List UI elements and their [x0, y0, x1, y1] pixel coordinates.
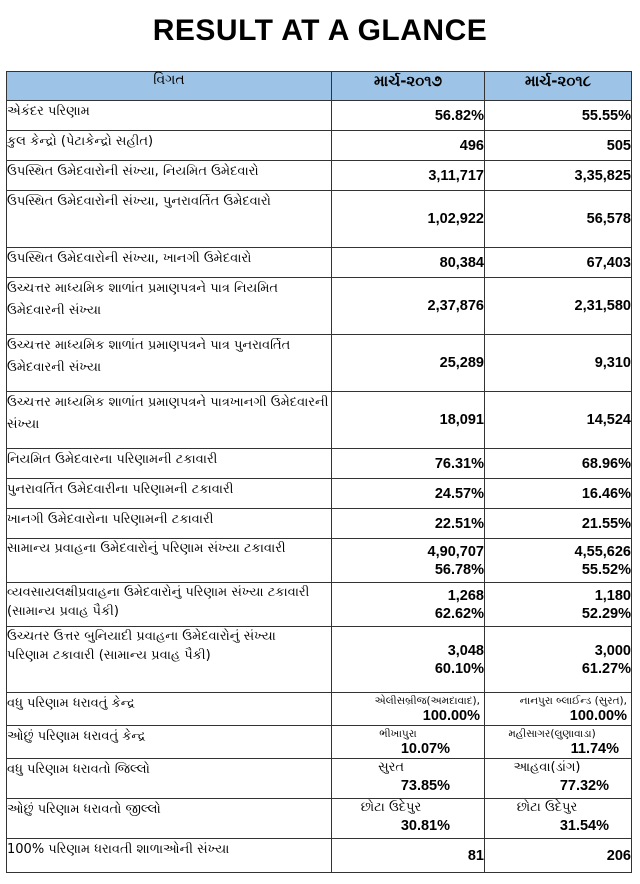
table-row [7, 479, 632, 509]
percent-2017: 100.00% [422, 708, 480, 724]
percent-2017: 60.10% [434, 660, 484, 677]
table-row [7, 539, 632, 583]
value-2017 [332, 693, 485, 726]
percent-2017: 62.62% [434, 605, 484, 622]
row-label: સામાન્ય પ્રવાહના ઉમેદવારોનું પરિણામ સંખ્યા ટકાવારી [7, 539, 332, 583]
value-2018: 505 [485, 131, 632, 161]
table-row [7, 278, 632, 335]
value-2017 [332, 539, 485, 583]
value-2017: 3,11,717 [332, 161, 485, 191]
centre-2018: નાનપુરા બ્લાઈન્ડ (સુરત), [519, 695, 627, 707]
value-2017: 1,02,922 [332, 191, 485, 248]
district-2017: છોટા ઉદેપુર [360, 800, 422, 815]
count-2017: 1,268 [447, 587, 484, 604]
percent-2017: 73.85% [400, 778, 450, 794]
value-2018: 67,403 [485, 248, 632, 278]
table-row [7, 509, 632, 539]
row-label: ઉપસ્થિત ઉમેદવારોની સંખ્યા, ખાનગી ઉમેદવારો [7, 248, 332, 278]
percent-2017: 56.78% [434, 561, 484, 578]
value-2017: 25,289 [332, 335, 485, 392]
value-2017: 496 [332, 131, 485, 161]
district-2017: સુરત [378, 760, 404, 775]
row-label: ઓછું પરિણામ ધરાવતું કેન્દ્ર [7, 726, 332, 759]
percent-2018: 61.27% [581, 660, 631, 677]
table-row [7, 693, 632, 726]
row-label: ખાનગી ઉમેદવારોના પરિણામની ટકાવારી [7, 509, 332, 539]
table-header-row [7, 72, 632, 101]
value-2018 [485, 726, 632, 759]
row-label-line-1: ઉચ્ચતર ઉત્તર બુનિયાદી પ્રવાહના ઉમેદવારોનું સંખ્યા [7, 629, 276, 644]
value-2017: 56.82% [332, 101, 485, 131]
value-2018: 3,35,825 [485, 161, 632, 191]
row-label: ઉપસ્થિત ઉમેદવારોની સંખ્યા, નિયમિત ઉમેદવારો [7, 161, 332, 191]
value-2018: 9,310 [485, 335, 632, 392]
percent-2018: 11.74% [570, 741, 619, 757]
value-2018: 21.55% [485, 509, 632, 539]
table-row [7, 726, 632, 759]
row-label-line-2: પરિણામ ટકાવારી (સામાન્ય પ્રવાહ પૈકી) [7, 648, 211, 663]
value-2018 [485, 583, 632, 627]
value-2018 [485, 693, 632, 726]
row-label: નિયમિત ઉમેદવારના પરિણામની ટકાવારી [7, 449, 332, 479]
percent-2018: 52.29% [581, 605, 631, 622]
row-label: એકંદર પરિણામ [7, 101, 332, 131]
value-2017: 18,091 [332, 392, 485, 449]
value-2017: 22.51% [332, 509, 485, 539]
table-row [7, 839, 632, 873]
percent-2018: 77.32% [559, 778, 609, 794]
percent-2017: 10.07% [400, 741, 450, 757]
row-label: ઓછું પરિણામ ધરાવતો જીલ્લો [7, 799, 332, 839]
value-2018: 14,524 [485, 392, 632, 449]
table-row [7, 627, 632, 693]
value-2017: 80,384 [332, 248, 485, 278]
row-label: 100% પરિણામ ધરાવતી શાળાઓની સંખ્યા [7, 839, 332, 873]
value-2018 [485, 627, 632, 693]
count-2018: 4,55,626 [574, 543, 631, 560]
page-title: RESULT AT A GLANCE [152, 14, 488, 47]
value-2017 [332, 759, 485, 799]
row-label: કુલ કેન્દ્રો (પેટાકેન્દ્રો સહીત) [7, 131, 332, 161]
table-row [7, 449, 632, 479]
row-label: વધુ પરિણામ ધરાવતો જિલ્લો [7, 759, 332, 799]
table-row [7, 191, 632, 248]
table-row [7, 799, 632, 839]
table-row [7, 131, 632, 161]
centre-2017: ભીખાપુરા [379, 728, 417, 740]
row-label: વધુ પરિણામ ધરાવતું કેન્દ્ર [7, 693, 332, 726]
percent-2018: 55.52% [581, 561, 631, 578]
header-details: વિગત [7, 72, 332, 101]
table-row [7, 161, 632, 191]
value-2018 [485, 539, 632, 583]
value-2018 [485, 759, 632, 799]
value-2017 [332, 583, 485, 627]
value-2017 [332, 627, 485, 693]
row-label: વ્યવસાયલક્ષીપ્રવાહના ઉમેદવારોનું પરિણામ સંખ્યા ટકાવારી (સામાન્ય પ્રવાહ પૈકી) [7, 583, 332, 627]
centre-2018: મહીસાગર(લુણાવાડા) [508, 728, 596, 740]
count-2017: 3,048 [447, 642, 484, 659]
row-label: ઉચ્ચત્તર માધ્યમિક શાળાંત પ્રમાણપત્રને પાત્રખાનગી ઉમેદવારની સંખ્યા [7, 392, 332, 449]
value-2018: 16.46% [485, 479, 632, 509]
table-row [7, 101, 632, 131]
table-row [7, 248, 632, 278]
percent-2018: 31.54% [559, 818, 609, 834]
percent-2017: 30.81% [400, 818, 450, 834]
value-2018 [485, 799, 632, 839]
row-label: પુનરાવર્તિત ઉમેદવારીના પરિણામની ટકાવારી [7, 479, 332, 509]
value-2018: 55.55% [485, 101, 632, 131]
district-2018: આહવા(ડાંગ) [513, 760, 581, 775]
row-label: ઉપસ્થિત ઉમેદવારોની સંખ્યા, પુનરાવર્તિત ઉમેદવારો [7, 191, 332, 248]
value-2017: 81 [332, 839, 485, 873]
row-label [7, 627, 332, 693]
row-label: ઉચ્ચત્તર માધ્યમિક શાળાંત પ્રમાણપત્રને પાત્ર પુનરાવર્તિત ઉમેદવારની સંખ્યા [7, 335, 332, 392]
value-2018: 206 [485, 839, 632, 873]
district-2018: છોટા ઉદેપુર [516, 800, 578, 815]
value-2018: 68.96% [485, 449, 632, 479]
header-march-2018: માર્ચ-૨૦૧૮ [485, 72, 632, 101]
count-2018: 1,180 [594, 587, 631, 604]
table-row [7, 583, 632, 627]
table-row [7, 759, 632, 799]
count-2017: 4,90,707 [427, 543, 484, 560]
header-march-2017: માર્ચ-૨૦૧૭ [332, 72, 485, 101]
centre-2017: એલીસબ્રીજ(અમદાવાદ), [374, 695, 480, 707]
result-table [6, 71, 632, 873]
row-label: ઉચ્ચત્તર માધ્યમિક શાળાંત પ્રમાણપત્રને પાત્ર નિયમિત ઉમેદવારની સંખ્યા [7, 278, 332, 335]
value-2017 [332, 726, 485, 759]
value-2018: 56,578 [485, 191, 632, 248]
percent-2018: 100.00% [569, 708, 627, 724]
value-2017: 2,37,876 [332, 278, 485, 335]
table-row [7, 335, 632, 392]
table-row [7, 392, 632, 449]
value-2017 [332, 799, 485, 839]
value-2017: 76.31% [332, 449, 485, 479]
value-2018: 2,31,580 [485, 278, 632, 335]
count-2018: 3,000 [594, 642, 631, 659]
value-2017: 24.57% [332, 479, 485, 509]
